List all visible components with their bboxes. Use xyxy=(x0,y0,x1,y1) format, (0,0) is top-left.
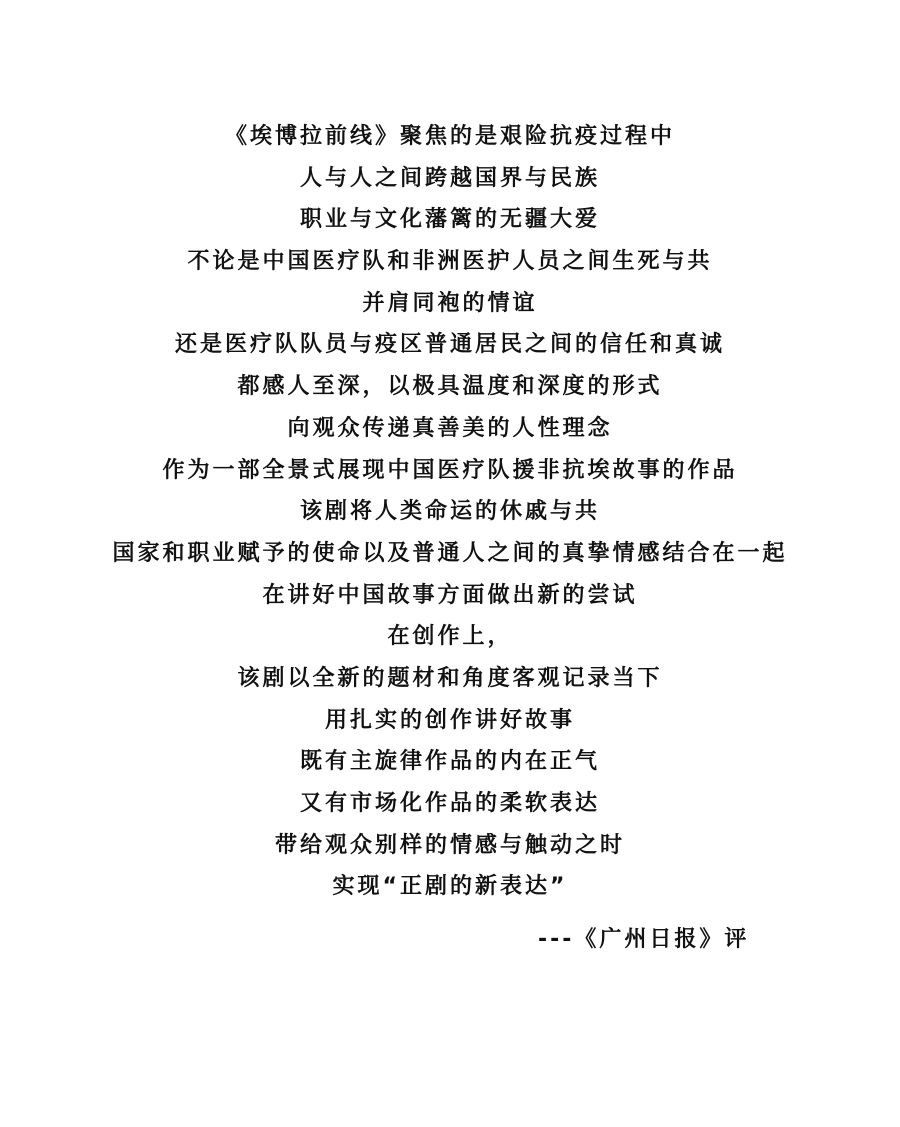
quote-line: 既有主旋律作品的内在正气 xyxy=(299,749,600,775)
quote-line: 在讲好中国故事方面做出新的尝试 xyxy=(262,582,638,608)
quote-line: 职业与文化藩篱的无疆大爱 xyxy=(299,207,600,233)
quote-line: 向观众传递真善美的人性理念 xyxy=(287,415,613,441)
attribution: ---《广州日报》评 xyxy=(538,927,750,952)
quote-line: 人与人之间跨越国界与民族 xyxy=(299,165,600,191)
quote-line: 实现“正剧的新表达” xyxy=(332,874,568,900)
quote-line: 国家和职业赋予的使命以及普通人之间的真挚情感结合在一起 xyxy=(112,540,788,566)
quote-line: 《埃博拉前线》聚焦的是艰险抗疫过程中 xyxy=(224,124,675,149)
quote-line: 该剧将人类命运的休戚与共 xyxy=(299,499,600,525)
quote-line: 作为一部全景式展现中国医疗队援非抗埃故事的作品 xyxy=(162,457,738,483)
quote-line: 都感人至深，以极具温度和深度的形式 xyxy=(237,374,663,400)
quote-line: 还是医疗队队员与疫区普通居民之间的信任和真诚 xyxy=(174,332,725,358)
quote-line: 该剧以全新的题材和角度客观记录当下 xyxy=(237,665,663,691)
quote-line: 用扎实的创作讲好故事 xyxy=(324,707,575,733)
quote-line: 带给观众别样的情感与触动之时 xyxy=(274,832,625,858)
quote-line: 并肩同袍的情谊 xyxy=(362,290,538,316)
quote-line: 在创作上， xyxy=(387,624,513,650)
quote-line: 不论是中国医疗队和非洲医护人员之间生死与共 xyxy=(187,249,713,275)
quote-text-block xyxy=(0,116,900,908)
quote-line: 又有市场化作品的柔软表达 xyxy=(299,791,600,816)
